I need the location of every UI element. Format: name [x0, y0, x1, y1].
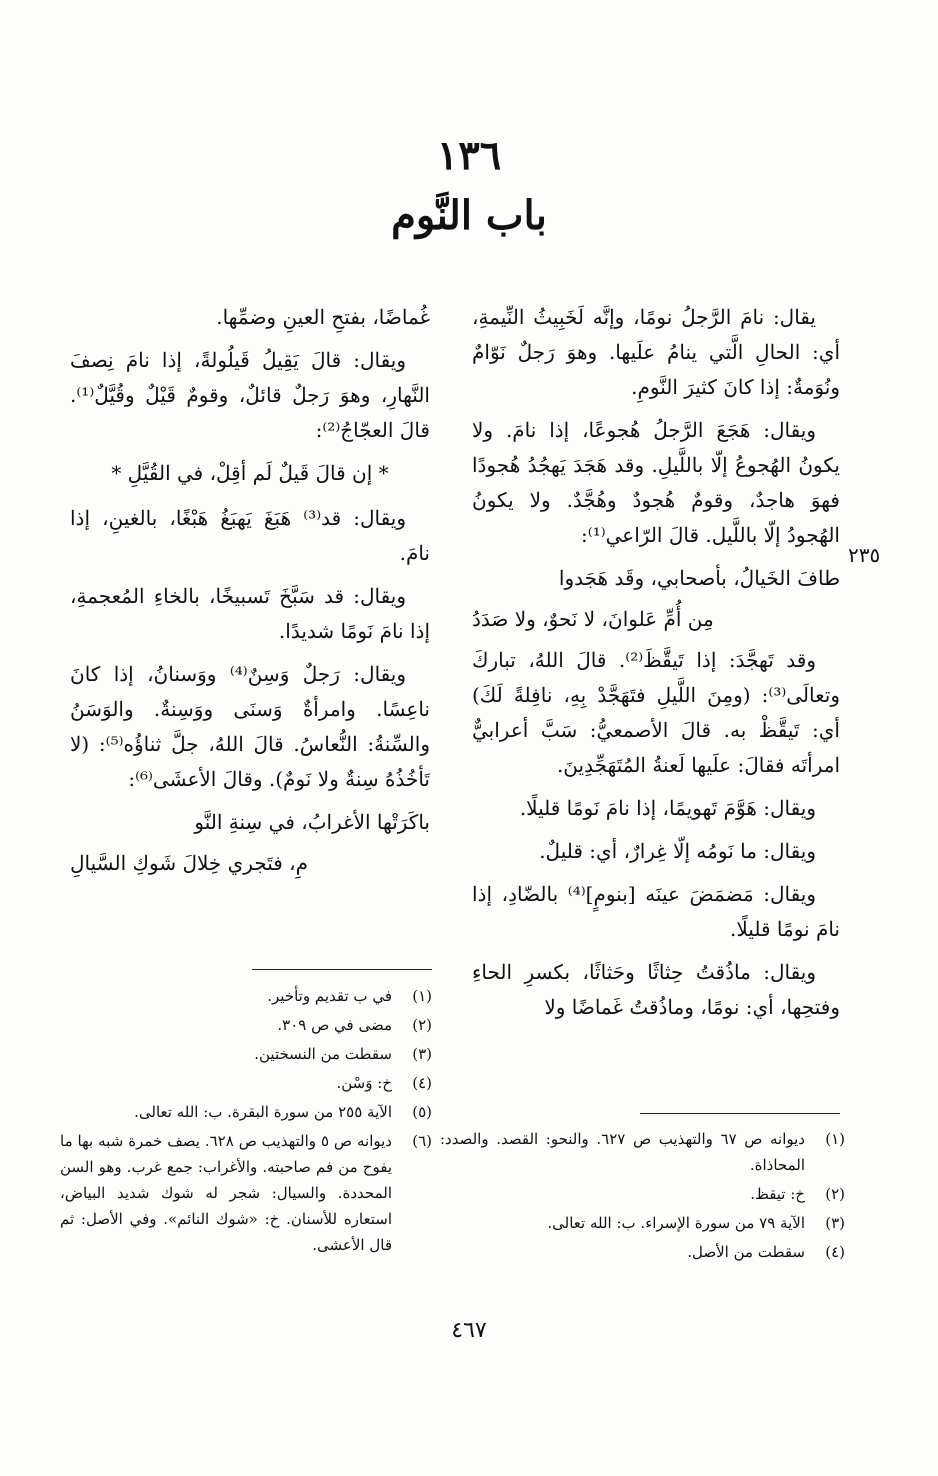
footnote [440, 1239, 845, 1265]
footnote [60, 1070, 432, 1096]
footnotes-right [440, 1126, 845, 1268]
footnote-number: (٤) [412, 1074, 432, 1092]
verse-line: مِن أُمِّ عَلوانَ، لا نَحوٌ، ولا صَدَدُ [472, 607, 714, 631]
footnotes-left [60, 983, 432, 1261]
footnote-number: (١) [412, 987, 432, 1005]
paragraph: ويقال: قد⁽³⁾ هَبَغَ يَهبَغُ هَبْغًا، بالغينِ، إذا نامَ. [70, 506, 430, 565]
footnote-text: مضى في ص ٣٠٩. [277, 1016, 392, 1034]
paragraph: ويقال: قد سَبَّخَ تَسبيخًا، بالخاءِ المُعجمةِ، إذا نامَ نَومًا شديدًا. [70, 584, 430, 643]
paragraph: ويقال: ما نَومُه إلّا غِرارٌ، أي: قليلٌ. [539, 839, 816, 863]
paragraph: ويقال: هَجَعَ الرَّجلُ هُجوعًا، إذا نامَ. ولا يكونُ الهُجوعُ إلّا باللَّيلِ. وقد هَجَدَ يَهجُدُ هُجودًا فهوَ هاجدٌ، وقومٌ هُجودٌ وهُجَّدٌ. ولا يكونُ الهُجودُ إلّا باللَّيل. قالَ الرّاعي⁽¹⁾: [472, 418, 840, 547]
footnote-text: خ: وَسْن. [336, 1074, 392, 1092]
footnote-text: الآية ٢٥٥ من سورة البقرة. ب: الله تعالى. [134, 1103, 392, 1121]
verse-line: * إن قالَ قَيلٌ لَم أقِلْ، في القُيَّلِ * [111, 461, 389, 485]
footnote-text: سقطت من النسختين. [254, 1045, 392, 1063]
footnote [440, 1210, 845, 1236]
paragraph: يقال: نامَ الرَّجلُ نومًا، وإنَّه لَخَبِيثُ النِّيمةِ، أي: الحالِ الَّتي ينامُ علَيها. وهوَ رَجلٌ نَوّامٌ ونُوَمةٌ: إذا كانَ كثيرَ النَّومِ. [472, 305, 840, 399]
footnote-number: (٣) [412, 1045, 432, 1063]
chapter-number: ١٣٦ [436, 132, 502, 179]
paragraph: ويقال: هَوَّمَ تَهويمًا، إذا نامَ نَومًا قليلًا. [519, 796, 816, 820]
paragraph: ويقال: مَضمَضَ عينَه [بنومٍ]⁽⁴⁾ بالضّادِ، إذا نامَ نومًا قليلًا. [472, 882, 840, 941]
paragraph: ويقال: ماذُقتُ حِثاثًا وحَثاثًا، بكسرِ الحاءِ وفتحِها، أي: نومًا، وماذُقتُ غَماضًا ولا [472, 960, 840, 1019]
left-column [70, 300, 430, 887]
footnote-text: خ: تيقظ. [750, 1185, 805, 1203]
footnote [60, 1012, 432, 1038]
paragraph: ويقال: قالَ يَقِيلُ قَيلُولةً، إذا نامَ نِصفَ النَّهارِ، وهوَ رَجلٌ قائلٌ، وقومٌ قَيْلٌ وقُيَّلٌ⁽¹⁾. قالَ العجّاجُ⁽²⁾: [70, 348, 430, 442]
footnote-text: الآية ٧٩ من سورة الإسراء. ب: الله تعالى. [547, 1214, 805, 1232]
paragraph: غُماضًا، بفتحِ العينِ وضمِّها. [216, 305, 430, 329]
footnote-number: (٥) [412, 1103, 432, 1121]
page-number: ٤٦٧ [451, 1318, 487, 1343]
chapter-title: باب النَّوم [391, 192, 547, 239]
footnote-number: (٢) [825, 1185, 845, 1203]
footnote [60, 1099, 432, 1125]
right-column [472, 300, 840, 1033]
footnote-number: (١) [825, 1130, 845, 1148]
footnote [440, 1181, 845, 1207]
footnote-number: (٣) [825, 1214, 845, 1232]
footnote [440, 1126, 845, 1178]
footnote-divider [252, 969, 432, 970]
verse-line: باكَرَتْها الأغرابُ، في سِنةِ النَّو [194, 810, 430, 834]
paragraph: وقد تَهجَّدَ: إذا تَيقَّظَ⁽²⁾. قالَ اللهُ، تباركَ وتعالَى⁽³⁾: (ومِنَ اللَّيلِ فتَهَجَّدْ بِهِ، نافِلةً لَكَ) أي: تَيقَّظْ به. قالَ الأصمعيُّ: سَبَّ أعرابيٌّ امرأتَه فقالَ: علَيها لَعنةُ المُتَهَجِّدِينَ. [472, 648, 840, 777]
footnote-text: ديوانه ص ٥ والتهذيب ص ٦٢٨. يصف خمرة شبه بها ما يفوح من فم صاحبته. والأغراب: جمع غرب. وهو السن المحددة. والسيال: شجر له شوك شديد البياض، استعاره للأسنان. خ: «شوك النائم». وفي الأصل: ثم قال الأعشى. [60, 1132, 392, 1254]
footnote-text: سقطت من الأصل. [687, 1243, 805, 1261]
footnote-number: (٢) [412, 1016, 432, 1034]
footnote-number: (٤) [825, 1243, 845, 1261]
footnote-divider [640, 1113, 840, 1114]
footnote-text: في ب تقديم وتأخير. [267, 987, 392, 1005]
footnote [60, 1041, 432, 1067]
verse-line: مِ، فتَجري خِلالَ شَوكِ السَّيالِ [70, 851, 309, 875]
footnote [60, 983, 432, 1009]
footnote-text: ديوانه ص ٦٧ والتهذيب ص ٦٢٧. والنحو: القصد. والصدد: المحاذاة. [440, 1130, 805, 1174]
margin-number: ٢٣٥ [848, 543, 881, 567]
paragraph: ويقال: رَجلٌ وَسِنٌ⁽⁴⁾ ووَسنانُ، إذا كانَ ناعِسًا. وامرأةٌ وَسنَى ووَسِنةٌ. والوَسَنُ والسِّنةُ: النُّعاسُ. قالَ اللهُ، جلَّ ثناؤُه⁽⁵⁾: (لا تَأخُذُهُ سِنةٌ ولا نَومٌ). وقالَ الأعشَى⁽⁶⁾: [70, 662, 430, 791]
verse-line: طافَ الخَيالُ، بأصحابي، وقَد هَجَدوا [558, 566, 840, 590]
footnote [60, 1128, 432, 1258]
footnote-number: (٦) [412, 1132, 432, 1150]
